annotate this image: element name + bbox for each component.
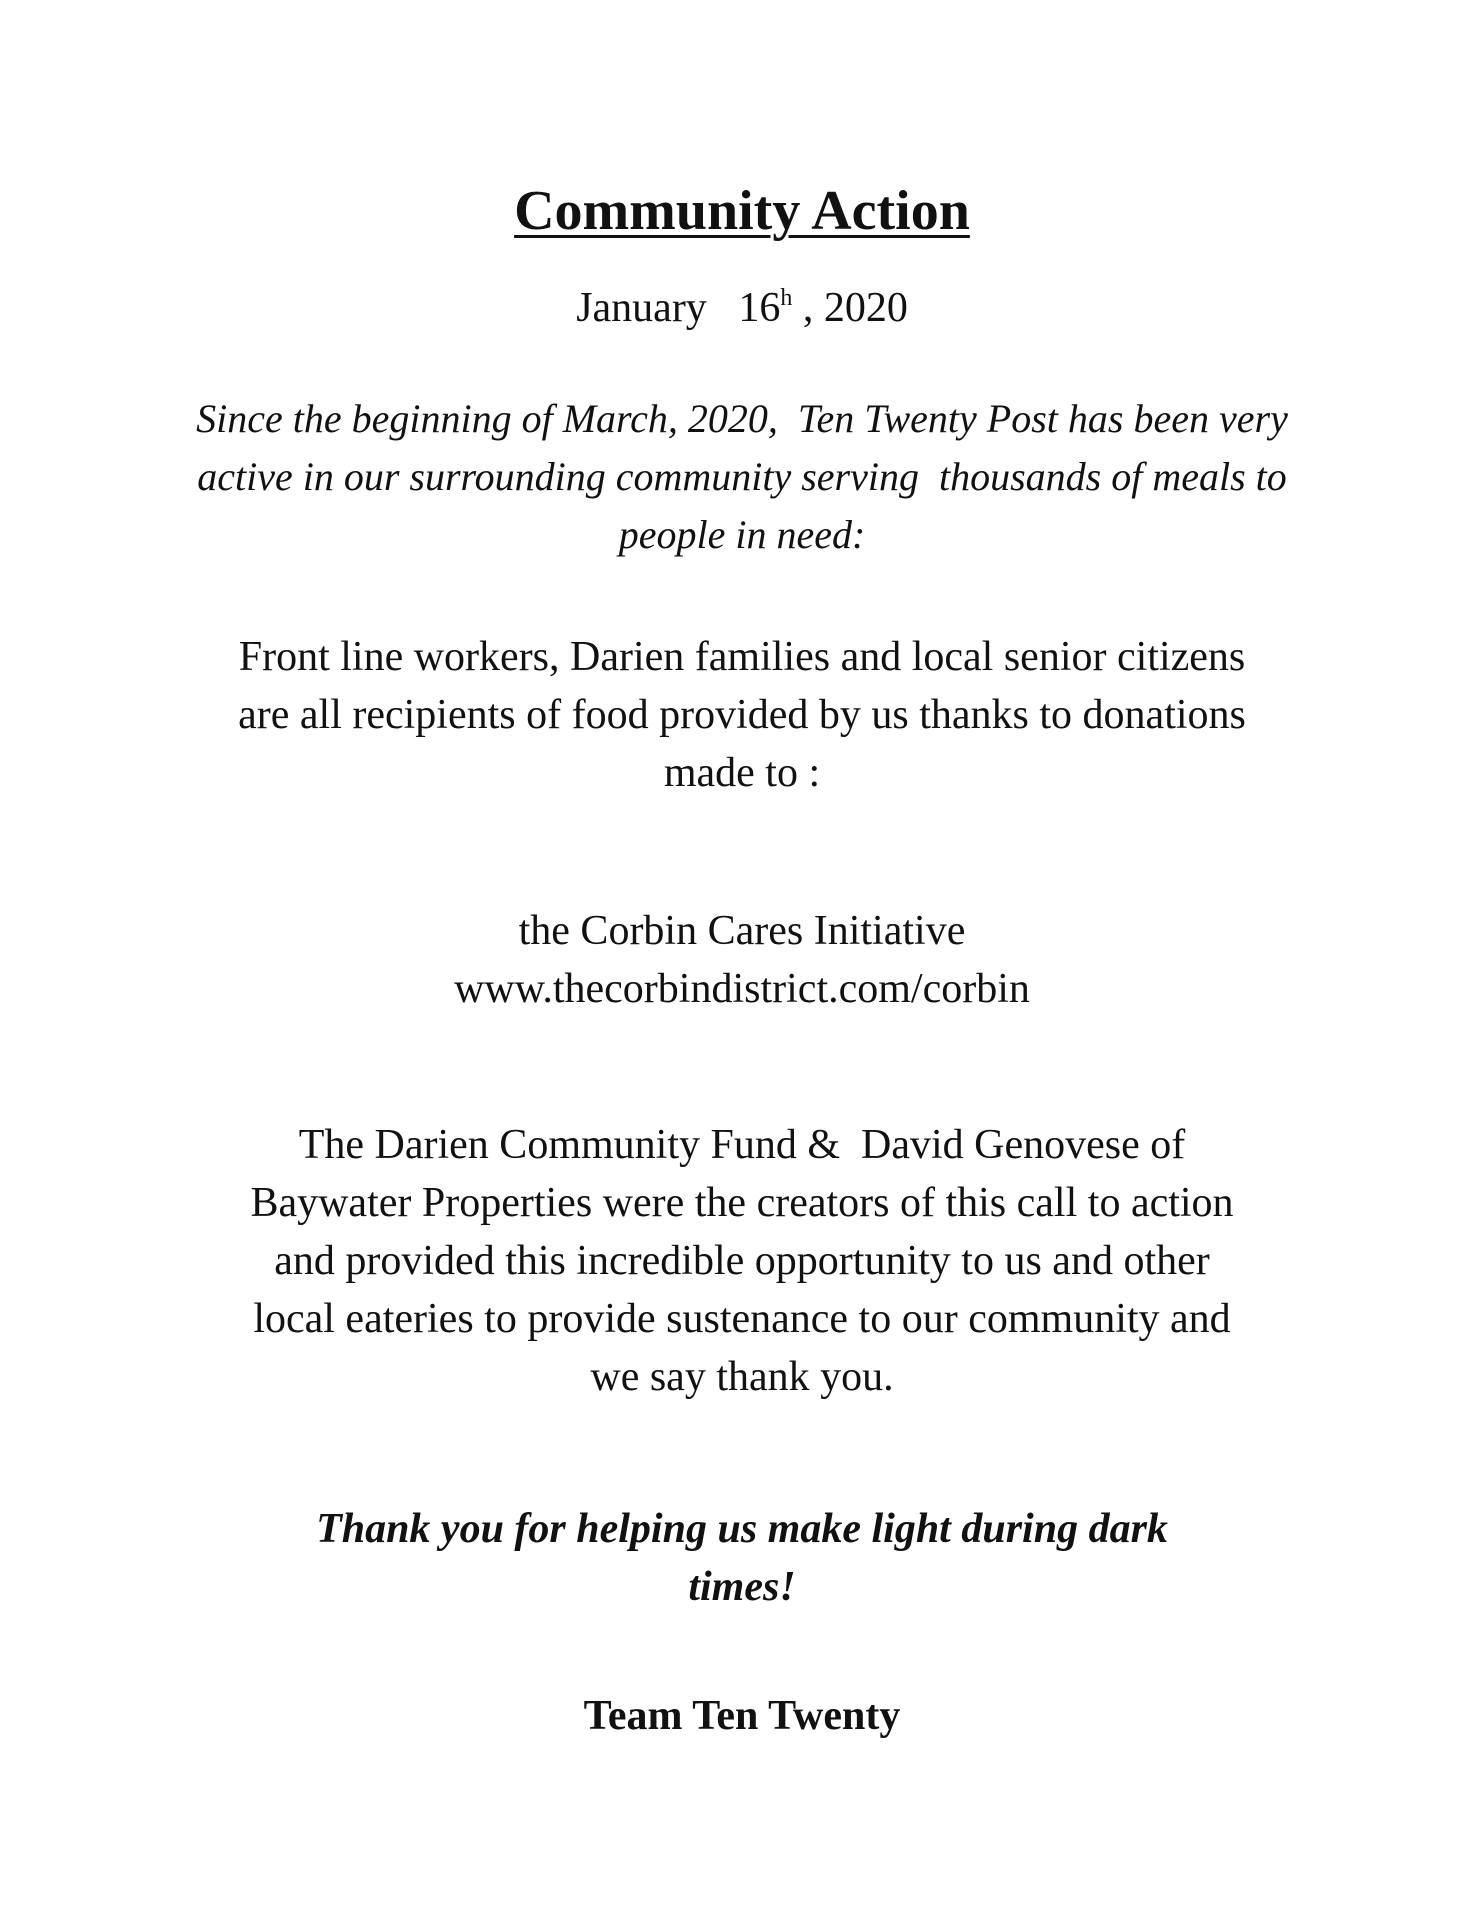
page-title: Community Action (514, 180, 970, 242)
initiative-url: www.thecorbindistrict.com/corbin (454, 966, 1030, 1012)
initiative-block (140, 902, 1344, 1018)
thanks-line: times! (688, 1564, 796, 1610)
letter-date (0, 270, 1484, 336)
creators-line: Baywater Properties were the creators of this call to action (250, 1180, 1234, 1226)
intro-line: active in our surrounding community serving thousands of meals to (197, 454, 1287, 499)
date-day-suffix: h (780, 285, 793, 311)
signature: Team Ten Twenty (583, 1693, 901, 1739)
date-year: , 2020 (802, 285, 908, 331)
thanks-message (140, 1500, 1344, 1616)
creators-line: and provided this incredible opportunity to us and other (274, 1238, 1210, 1284)
intro-line: people in need: (618, 512, 866, 557)
creators-paragraph (140, 1116, 1344, 1406)
recipients-line: Front line workers, Darien families and local senior citizens (238, 634, 1246, 680)
recipients-paragraph (140, 628, 1344, 802)
intro-paragraph (140, 390, 1344, 564)
date-month: January (576, 285, 707, 331)
creators-line: we say thank you. (590, 1354, 894, 1400)
initiative-name: the Corbin Cares Initiative (518, 908, 966, 954)
date-day: 16 (738, 285, 781, 331)
thanks-line: Thank you for helping us make light during dark (316, 1506, 1168, 1552)
creators-line: The Darien Community Fund & David Genovese of (298, 1122, 1186, 1168)
recipients-line: made to : (663, 750, 821, 796)
recipients-line: are all recipients of food provided by us thanks to donations (238, 692, 1246, 738)
intro-line: Since the beginning of March, 2020, Ten Twenty Post has been very (196, 396, 1288, 441)
creators-line: local eateries to provide sustenance to our community and (253, 1296, 1231, 1342)
